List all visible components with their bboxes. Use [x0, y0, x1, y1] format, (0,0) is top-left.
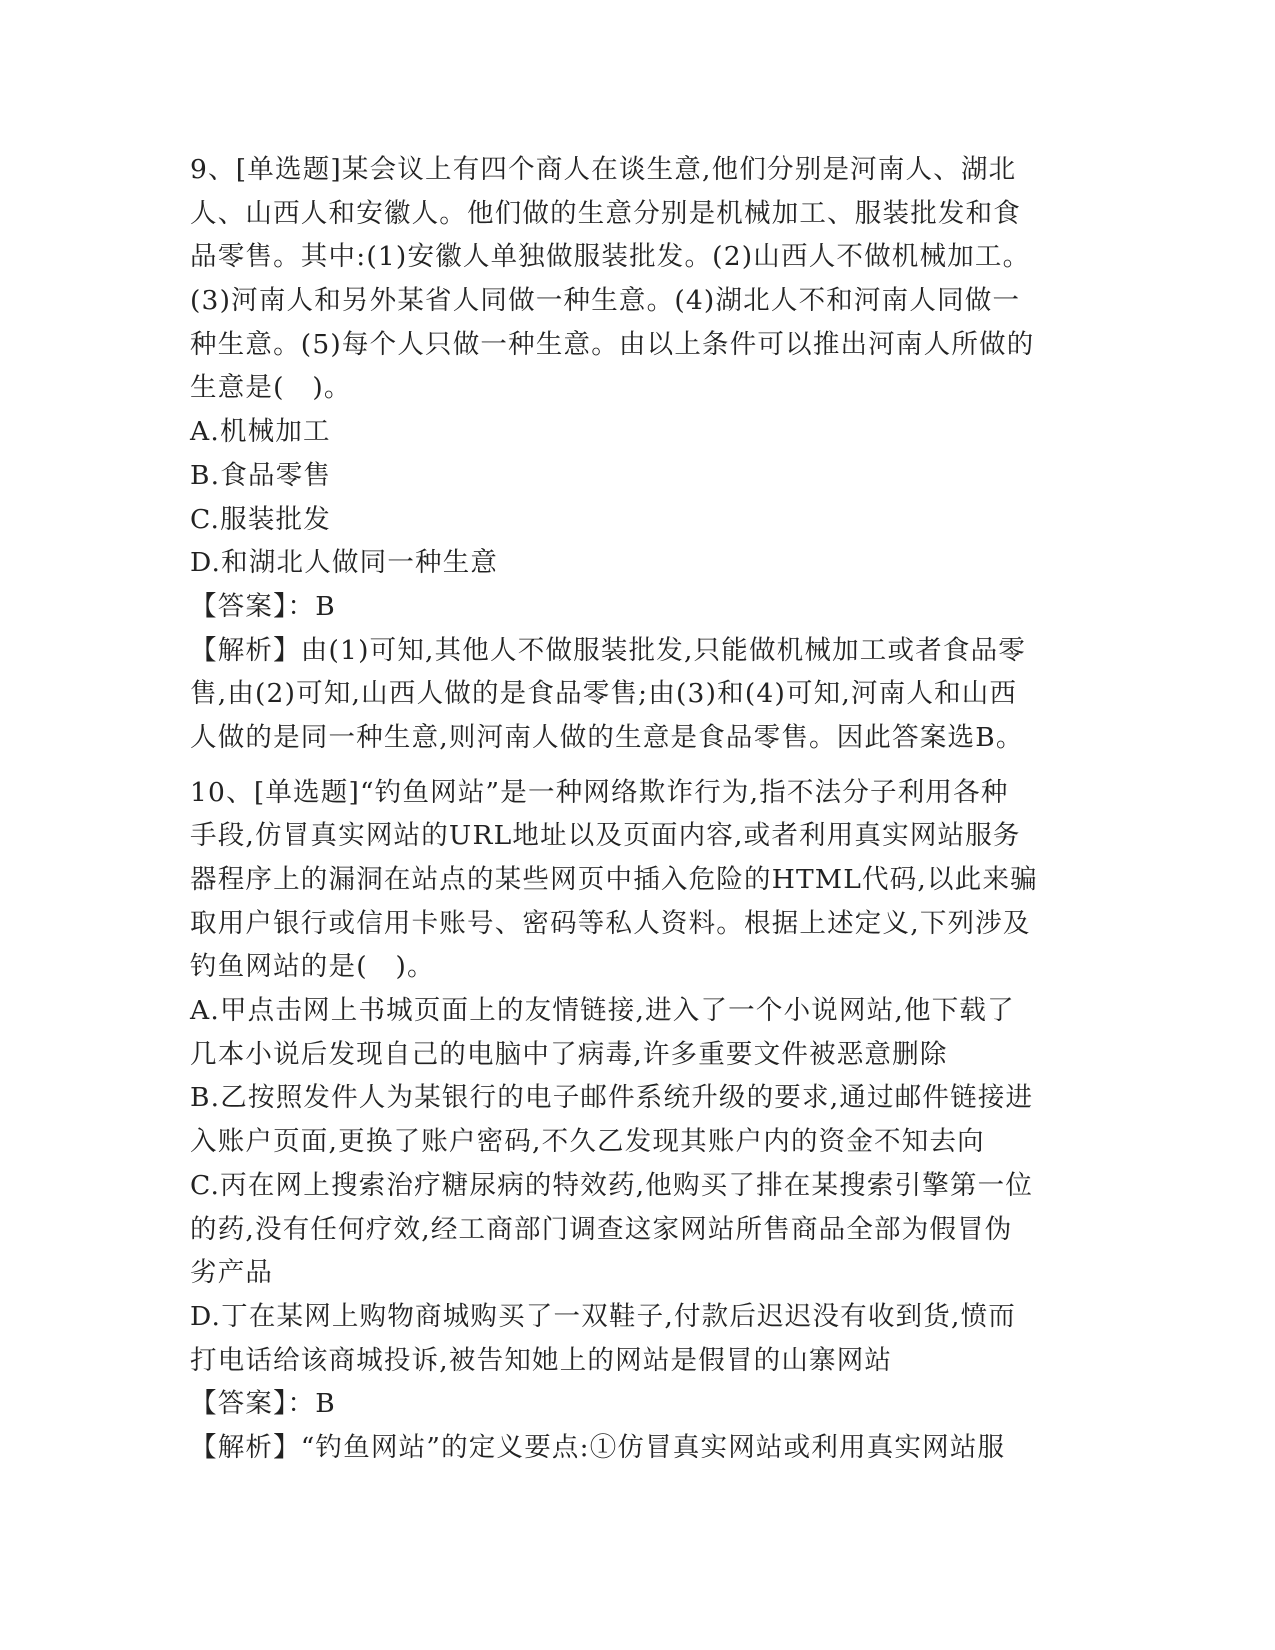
analysis-line: 售,由(2)可知,山西人做的是食品零售;由(3)和(4)可知,河南人和山西: [190, 678, 1018, 710]
stem-line: 手段,仿冒真实网站的URL地址以及页面内容,或者利用真实网站服务: [190, 820, 1021, 852]
question-10: [190, 771, 1080, 1470]
option-d-continued: 打电话给该商城投诉,被告知她上的网站是假冒的山寨网站: [190, 1344, 893, 1376]
option-b: B.食品零售: [190, 459, 332, 491]
stem-line: 品零售。其中:(1)安徽人单独做服装批发。(2)山西人不做机械加工。: [190, 241, 1031, 273]
question-10-options: [190, 989, 1080, 1382]
option-c-continued: 劣产品: [190, 1257, 274, 1289]
question-9-stem: [190, 148, 1080, 410]
analysis-line: 人做的是同一种生意,则河南人做的生意是食品零售。因此答案选B。: [190, 721, 1024, 753]
question-10-answer: 【答案】：B: [190, 1388, 336, 1420]
stem-line: 生意是( )。: [190, 372, 352, 404]
question-10-stem: [190, 771, 1080, 989]
stem-line: 种生意。(5)每个人只做一种生意。由以上条件可以推出河南人所做的: [190, 328, 1035, 360]
stem-line: 9、[单选题]某会议上有四个商人在谈生意,他们分别是河南人、湖北: [190, 154, 1017, 185]
option-b-continued: 入账户页面,更换了账户密码,不久乙发现其账户内的资金不知去向: [190, 1126, 985, 1158]
question-10-analysis: [190, 1426, 1080, 1470]
stem-line: 人、山西人和安徽人。他们做的生意分别是机械加工、服装批发和食: [190, 197, 1021, 229]
option-d: D.丁在某网上购物商城购买了一双鞋子,付款后迟迟没有收到货,愤而: [190, 1300, 1016, 1332]
document-page: [190, 148, 1080, 1470]
stem-line: (3)河南人和另外某省人同做一种生意。(4)湖北人不和河南人同做一: [190, 285, 1021, 317]
option-c: C.丙在网上搜索治疗糖尿病的特效药,他购买了排在某搜索引擎第一位: [190, 1169, 1034, 1201]
option-a: A.机械加工: [190, 416, 331, 448]
stem-line: 钓鱼网站的是( )。: [190, 951, 435, 983]
option-c-continued: 的药,没有任何疗效,经工商部门调查这家网站所售商品全部为假冒伪: [190, 1213, 1013, 1245]
stem-line: 器程序上的漏洞在站点的某些网页中插入危险的HTML代码,以此来骗: [190, 864, 1038, 895]
option-a-continued: 几本小说后发现自己的电脑中了病毒,许多重要文件被恶意删除: [190, 1038, 948, 1070]
option-a: A.甲点击网上书城页面上的友情链接,进入了一个小说网站,他下载了: [190, 995, 1015, 1027]
stem-line: 10、[单选题]“钓鱼网站”是一种网络欺诈行为,指不法分子利用各种: [190, 776, 1009, 808]
question-9-options: [190, 410, 1080, 585]
option-b: B.乙按照发件人为某银行的电子邮件系统升级的要求,通过邮件链接进: [190, 1082, 1034, 1114]
option-c: C.服装批发: [190, 503, 331, 535]
question-9: [190, 148, 1080, 760]
question-9-answer: 【答案】：B: [190, 590, 336, 622]
option-d: D.和湖北人做同一种生意: [190, 547, 499, 579]
question-9-analysis: [190, 629, 1080, 760]
stem-line: 取用户银行或信用卡账号、密码等私人资料。根据上述定义,下列涉及: [190, 907, 1031, 939]
question-gap: [190, 760, 1080, 771]
analysis-line: 【解析】“钓鱼网站”的定义要点:①仿冒真实网站或利用真实网站服: [190, 1431, 1006, 1463]
analysis-line: 【解析】由(1)可知,其他人不做服装批发,只能做机械加工或者食品零: [190, 634, 1026, 666]
